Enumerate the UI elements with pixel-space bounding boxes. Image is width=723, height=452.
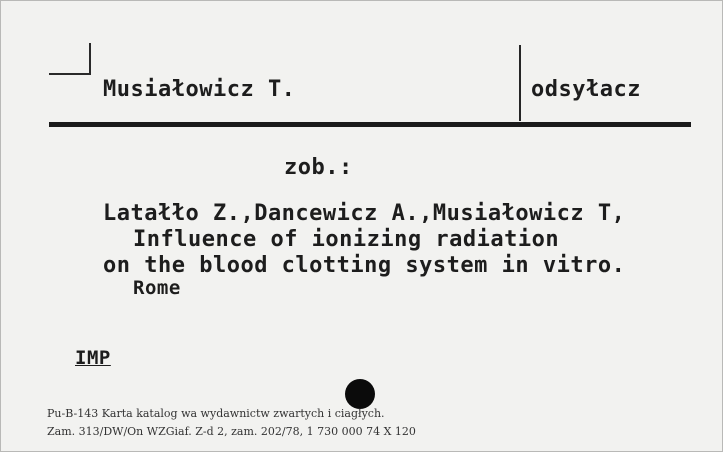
heading-author: Musiałowicz T. [103,77,296,102]
entry-authors: Latałło Z.,Dancewicz A.,Musiałowicz T, [103,201,626,226]
header-rule [49,122,691,127]
footer-printer-line1: Pu-B-143 Karta katalog wa wydawnictw zwartych i ciagłych. [47,407,385,420]
reference-type: odsyłacz [531,77,641,102]
entry-place: Rome [133,277,181,299]
punch-hole [345,379,375,409]
entry-title-line2: on the blood clotting system in vitro. [103,253,626,278]
corner-mark-vertical [89,43,91,73]
entry-title-line1: Influence of ionizing radiation [133,227,560,252]
footer-printer-line2: Zam. 313/DW/On WZGiaf. Z-d 2, zam. 202/78, 1 730 000 74 X 120 [47,425,416,438]
location-code: IMP [75,347,111,369]
column-divider [519,45,521,121]
see-label: zob.: [284,155,353,180]
corner-mark-horizontal [49,73,91,75]
